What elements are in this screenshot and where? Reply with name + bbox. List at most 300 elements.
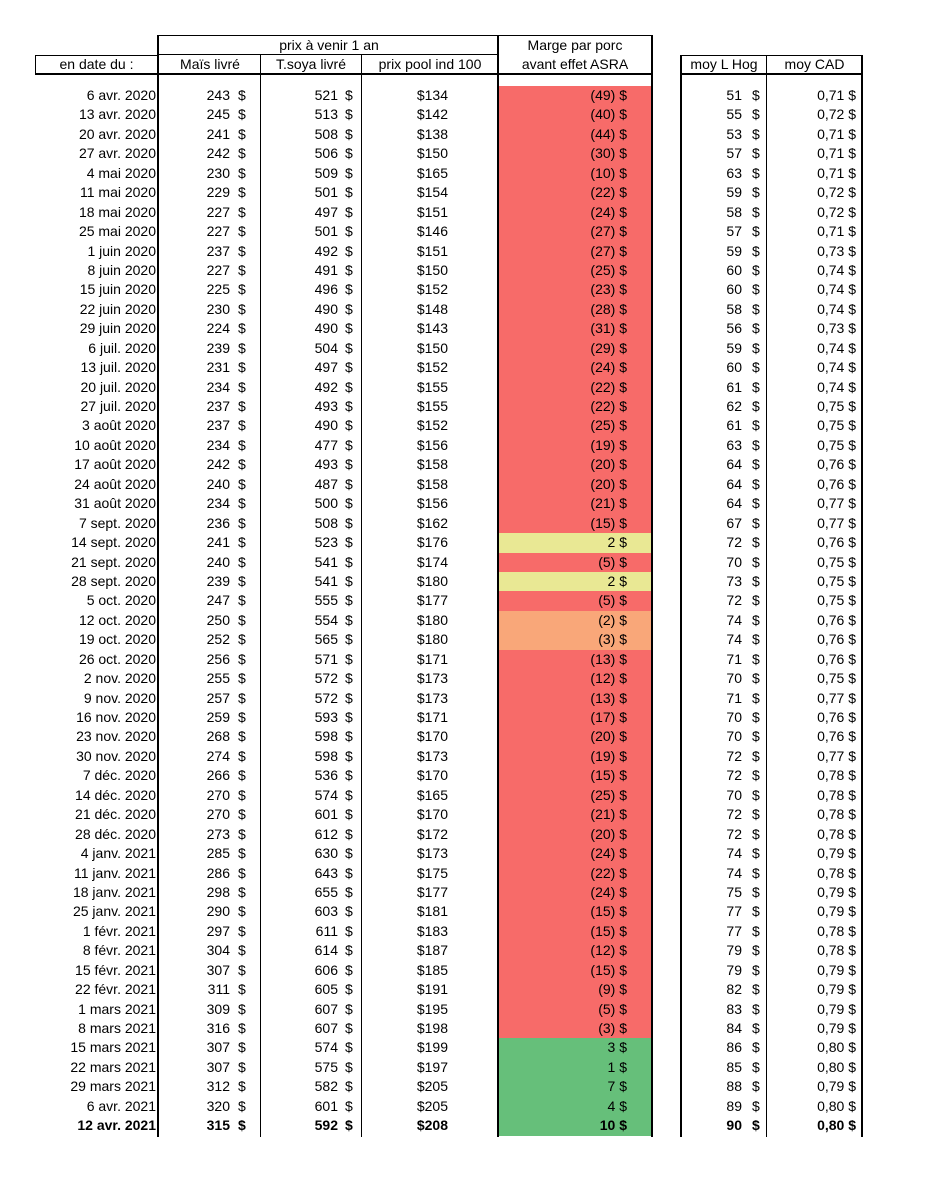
mais-cell: 240	[206, 553, 230, 570]
pool-cell: $173	[416, 670, 448, 687]
date-cell: 10 août 2020	[74, 436, 156, 453]
mais-currency: $	[238, 670, 246, 687]
hog-currency: $	[752, 689, 760, 706]
mais-currency: $	[238, 145, 246, 162]
mais-cell: 307	[206, 1039, 230, 1056]
soya-currency: $	[345, 709, 353, 725]
marge-cell: (22) $	[590, 864, 627, 881]
cad-cell: 0,73 $	[817, 320, 856, 337]
table-row	[0, 864, 928, 883]
hog-cell: 75	[726, 883, 742, 900]
date-cell: 3 août 2020	[82, 417, 156, 434]
header-sep	[35, 55, 36, 74]
pool-cell: $170	[416, 806, 448, 823]
date-cell: 8 juin 2020	[87, 261, 156, 278]
hog-cell: 59	[726, 339, 742, 356]
soya-cell: 572	[314, 670, 338, 687]
cad-cell: 0,75 $	[817, 398, 856, 414]
table-row	[0, 727, 928, 746]
pool-cell: $158	[416, 456, 448, 473]
marge-cell-bg	[499, 864, 651, 883]
marge-cell-bg	[499, 844, 651, 863]
marge-cell: (21) $	[590, 495, 627, 512]
marge-cell: (24) $	[590, 203, 627, 220]
cad-cell: 0,71 $	[817, 87, 856, 103]
mais-cell: 307	[206, 1058, 230, 1075]
soya-currency: $	[345, 378, 353, 395]
marge-cell-bg	[499, 708, 651, 727]
marge-cell-bg	[499, 747, 651, 766]
soya-cell: 492	[314, 378, 338, 395]
mais-cell: 237	[206, 417, 230, 434]
mais-currency: $	[238, 961, 246, 978]
soya-currency: $	[345, 611, 353, 628]
mais-currency: $	[238, 534, 246, 551]
soya-cell: 601	[314, 806, 338, 823]
pool-cell: $150	[416, 145, 448, 162]
cad-cell: 0,78 $	[817, 806, 856, 823]
hog-cell: 72	[726, 534, 742, 551]
mais-cell: 230	[206, 300, 230, 317]
soya-cell: 612	[314, 825, 338, 842]
pool-cell: $134	[416, 87, 448, 103]
table-row	[0, 475, 928, 494]
pool-cell: $172	[416, 825, 448, 842]
mais-currency: $	[238, 261, 246, 278]
soya-currency: $	[345, 883, 353, 900]
table-row	[0, 183, 928, 202]
marge-cell-bg	[499, 669, 651, 688]
soya-cell: 592	[314, 1117, 338, 1134]
soya-cell: 607	[314, 1020, 338, 1036]
soya-currency: $	[345, 495, 353, 512]
hog-currency: $	[752, 1078, 760, 1095]
hog-cell: 60	[726, 261, 742, 278]
table-row	[0, 455, 928, 474]
hog-cell: 79	[726, 961, 742, 978]
mais-cell: 234	[206, 436, 230, 453]
cad-cell: 0,75 $	[817, 436, 856, 453]
soya-cell: 508	[314, 125, 338, 142]
marge-cell: (13) $	[590, 650, 627, 667]
marge-cell-bg	[499, 825, 651, 844]
mais-currency: $	[238, 1000, 246, 1017]
pool-cell: $173	[416, 845, 448, 862]
soya-cell: 496	[314, 281, 338, 298]
marge-cell: (40) $	[590, 106, 627, 123]
cad-cell: 0,77 $	[817, 495, 856, 512]
marge-cell-bg	[499, 572, 651, 591]
soya-cell: 643	[314, 864, 338, 881]
header-top-border	[158, 35, 498, 36]
mais-cell: 297	[206, 922, 230, 939]
marge-cell: (24) $	[590, 845, 627, 862]
table-row	[0, 572, 928, 591]
date-cell: 23 nov. 2020	[76, 728, 156, 745]
pool-cell: $180	[416, 572, 448, 589]
pool-cell: $156	[416, 436, 448, 453]
marge-cell: 3 $	[607, 1039, 627, 1056]
marge-cell: 1 $	[607, 1058, 627, 1075]
soya-cell: 605	[314, 981, 338, 998]
mais-cell: 247	[206, 592, 230, 609]
date-cell: 30 nov. 2020	[76, 747, 156, 764]
mais-currency: $	[238, 106, 246, 123]
marge-cell-bg	[499, 358, 651, 377]
soya-cell: 571	[314, 650, 338, 667]
cad-cell: 0,74 $	[817, 281, 856, 298]
table-row	[0, 494, 928, 513]
date-cell: 9 nov. 2020	[83, 689, 156, 706]
date-cell: 13 juil. 2020	[80, 359, 156, 376]
hog-cell: 60	[726, 281, 742, 298]
date-cell: 1 févr. 2021	[82, 922, 156, 939]
soya-currency: $	[345, 242, 353, 259]
hog-cell: 53	[726, 125, 742, 142]
date-cell: 4 mai 2020	[86, 164, 156, 181]
hog-cell: 77	[726, 903, 742, 920]
soya-cell: 501	[314, 223, 338, 240]
hog-cell: 62	[726, 398, 742, 414]
date-cell: 6 avr. 2021	[86, 1097, 156, 1114]
marge-cell-bg	[499, 1116, 651, 1135]
hog-currency: $	[752, 922, 760, 939]
header-col-mais: Maïs livré	[180, 56, 240, 72]
marge-cell-bg	[499, 786, 651, 805]
pool-cell: $170	[416, 728, 448, 745]
marge-cell-bg	[499, 980, 651, 999]
table-row	[0, 397, 928, 416]
mais-cell: 311	[207, 981, 230, 998]
soya-currency: $	[345, 87, 353, 103]
date-cell: 5 oct. 2020	[86, 592, 156, 609]
marge-cell-bg	[499, 1038, 651, 1057]
mais-currency: $	[238, 378, 246, 395]
date-cell: 17 août 2020	[74, 456, 156, 473]
mais-cell: 245	[206, 106, 230, 123]
table-row	[0, 280, 928, 299]
cad-cell: 0,78 $	[817, 786, 856, 803]
mais-currency: $	[238, 689, 246, 706]
cad-cell: 0,79 $	[817, 961, 856, 978]
mais-currency: $	[238, 806, 246, 823]
pool-cell: $138	[416, 125, 448, 142]
soya-currency: $	[345, 845, 353, 862]
hog-currency: $	[752, 1058, 760, 1075]
marge-cell-bg	[499, 630, 651, 649]
marge-cell: (15) $	[590, 922, 627, 939]
marge-cell: (5) $	[598, 592, 627, 609]
marge-cell-bg	[499, 378, 651, 397]
soya-currency: $	[345, 961, 353, 978]
cad-cell: 0,74 $	[817, 300, 856, 317]
soya-currency: $	[345, 806, 353, 823]
table-row	[0, 650, 928, 669]
marge-cell: (44) $	[590, 125, 627, 142]
soya-cell: 598	[314, 747, 338, 764]
header-col-soya: T.soya livré	[275, 56, 347, 72]
marge-cell: (20) $	[590, 475, 627, 492]
soya-cell: 575	[314, 1058, 338, 1075]
pool-cell: $199	[416, 1039, 448, 1056]
cad-cell: 0,76 $	[817, 611, 856, 628]
mais-cell: 312	[206, 1078, 230, 1095]
soya-cell: 606	[314, 961, 338, 978]
mais-currency: $	[238, 747, 246, 764]
mais-currency: $	[238, 164, 246, 181]
hog-cell: 60	[726, 359, 742, 376]
soya-cell: 554	[314, 611, 338, 628]
mais-cell: 243	[206, 87, 230, 103]
soya-currency: $	[345, 1000, 353, 1017]
soya-cell: 492	[314, 242, 338, 259]
mais-cell: 316	[206, 1020, 230, 1036]
header-col-cad: moy CAD	[784, 56, 845, 72]
soya-cell: 491	[314, 261, 338, 278]
marge-cell: (27) $	[590, 242, 627, 259]
mais-currency: $	[238, 436, 246, 453]
hog-cell: 70	[726, 709, 742, 725]
mais-cell: 234	[206, 495, 230, 512]
mais-cell: 268	[206, 728, 230, 745]
marge-cell-bg	[499, 455, 651, 474]
mais-cell: 229	[206, 184, 230, 201]
table-row	[0, 747, 928, 766]
soya-cell: 504	[314, 339, 338, 356]
cad-cell: 0,80 $	[817, 1039, 856, 1056]
soya-cell: 541	[314, 553, 338, 570]
pool-cell: $146	[416, 223, 448, 240]
mais-currency: $	[238, 572, 246, 589]
soya-cell: 497	[314, 359, 338, 376]
mais-currency: $	[238, 514, 246, 531]
hog-currency: $	[752, 87, 760, 103]
pool-cell: $165	[416, 786, 448, 803]
marge-cell: (25) $	[590, 786, 627, 803]
date-cell: 27 juil. 2020	[80, 398, 156, 414]
cad-cell: 0,72 $	[817, 106, 856, 123]
header-col-hog: moy L Hog	[690, 56, 758, 72]
soya-cell: 611	[315, 922, 338, 939]
mais-cell: 298	[206, 883, 230, 900]
table-row	[0, 533, 928, 552]
marge-cell: (5) $	[598, 1000, 627, 1017]
cad-cell: 0,79 $	[817, 1020, 856, 1036]
pool-cell: $205	[416, 1097, 448, 1114]
hog-cell: 84	[726, 1020, 742, 1036]
hog-cell: 72	[726, 592, 742, 609]
marge-cell: (3) $	[598, 1020, 627, 1036]
pool-cell: $173	[416, 747, 448, 764]
hog-cell: 79	[726, 942, 742, 959]
table-body	[0, 86, 928, 1136]
marge-cell: (19) $	[590, 436, 627, 453]
mais-currency: $	[238, 611, 246, 628]
table-row	[0, 689, 928, 708]
table-row	[0, 844, 928, 863]
hog-currency: $	[752, 747, 760, 764]
mais-currency: $	[238, 786, 246, 803]
cad-cell: 0,76 $	[817, 650, 856, 667]
marge-cell: (20) $	[590, 456, 627, 473]
mais-currency: $	[238, 203, 246, 220]
hog-currency: $	[752, 320, 760, 337]
table-row	[0, 86, 928, 105]
header-mid-border	[158, 54, 498, 55]
hog-currency: $	[752, 261, 760, 278]
soya-currency: $	[345, 922, 353, 939]
mais-cell: 239	[206, 339, 230, 356]
soya-currency: $	[345, 650, 353, 667]
soya-currency: $	[345, 981, 353, 998]
pool-cell: $185	[416, 961, 448, 978]
marge-cell: (10) $	[590, 164, 627, 181]
hog-cell: 74	[726, 611, 742, 628]
mais-cell: 250	[206, 611, 230, 628]
table-row	[0, 805, 928, 824]
hog-cell: 64	[726, 475, 742, 492]
mais-currency: $	[238, 339, 246, 356]
marge-cell-bg	[499, 1019, 651, 1038]
mais-currency: $	[238, 1117, 246, 1134]
mais-cell: 256	[206, 650, 230, 667]
cad-cell: 0,75 $	[817, 670, 856, 687]
cad-cell: 0,76 $	[817, 534, 856, 551]
hog-cell: 73	[726, 572, 742, 589]
mais-currency: $	[238, 709, 246, 725]
date-cell: 25 janv. 2021	[72, 903, 156, 920]
soya-currency: $	[345, 572, 353, 589]
table-row	[0, 222, 928, 241]
mais-currency: $	[238, 1039, 246, 1056]
pool-cell: $176	[416, 534, 448, 551]
pool-cell: $177	[416, 592, 448, 609]
soya-currency: $	[345, 942, 353, 959]
marge-cell-bg	[499, 164, 651, 183]
marge-cell-bg	[499, 416, 651, 435]
table-row	[0, 1000, 928, 1019]
table-row	[0, 902, 928, 921]
soya-cell: 506	[314, 145, 338, 162]
date-cell: 2 nov. 2020	[83, 670, 156, 687]
mais-currency: $	[238, 592, 246, 609]
hog-cell: 83	[726, 1000, 742, 1017]
table-row	[0, 339, 928, 358]
pool-cell: $156	[416, 495, 448, 512]
mais-currency: $	[238, 1058, 246, 1075]
soya-currency: $	[345, 1097, 353, 1114]
mais-currency: $	[238, 320, 246, 337]
hog-currency: $	[752, 475, 760, 492]
table-row	[0, 1058, 928, 1077]
marge-cell: (5) $	[598, 553, 627, 570]
pool-cell: $151	[416, 242, 448, 259]
cad-cell: 0,80 $	[817, 1097, 856, 1114]
pool-cell: $171	[416, 709, 448, 725]
mais-cell: 304	[206, 942, 230, 959]
mais-cell: 239	[206, 572, 230, 589]
date-cell: 15 mars 2021	[70, 1039, 156, 1056]
hog-currency: $	[752, 903, 760, 920]
marge-cell: (20) $	[590, 825, 627, 842]
cad-cell: 0,80 $	[817, 1117, 856, 1134]
mais-cell: 285	[206, 845, 230, 862]
marge-cell-bg	[499, 902, 651, 921]
marge-cell-bg	[499, 86, 651, 105]
marge-cell-bg	[499, 922, 651, 941]
cad-cell: 0,77 $	[817, 747, 856, 764]
hog-cell: 82	[726, 981, 742, 998]
cad-cell: 0,79 $	[817, 1078, 856, 1095]
mais-cell: 236	[206, 514, 230, 531]
cad-cell: 0,76 $	[817, 475, 856, 492]
marge-cell-bg	[499, 125, 651, 144]
mais-currency: $	[238, 981, 246, 998]
hog-cell: 90	[726, 1117, 742, 1134]
marge-cell-bg	[499, 183, 651, 202]
table-row	[0, 300, 928, 319]
cad-cell: 0,80 $	[817, 1058, 856, 1075]
date-cell: 19 oct. 2020	[78, 631, 156, 648]
pool-cell: $187	[416, 942, 448, 959]
hog-currency: $	[752, 845, 760, 862]
mais-cell: 320	[206, 1097, 230, 1114]
mais-cell: 230	[206, 164, 230, 181]
pool-cell: $181	[416, 903, 448, 920]
hog-currency: $	[752, 650, 760, 667]
table-row	[0, 1038, 928, 1057]
date-cell: 12 oct. 2020	[78, 611, 156, 628]
table-row	[0, 1097, 928, 1116]
hog-cell: 74	[726, 845, 742, 862]
hog-currency: $	[752, 883, 760, 900]
hog-currency: $	[752, 534, 760, 551]
hog-cell: 56	[726, 320, 742, 337]
soya-currency: $	[345, 767, 353, 784]
hog-currency: $	[752, 709, 760, 725]
pool-cell: $162	[416, 514, 448, 531]
mais-cell: 242	[206, 456, 230, 473]
date-cell: 22 févr. 2021	[75, 981, 156, 998]
header-col-date: en date du :	[59, 56, 134, 72]
marge-cell-bg	[499, 222, 651, 241]
marge-cell-bg	[499, 144, 651, 163]
pool-cell: $148	[416, 300, 448, 317]
soya-currency: $	[345, 339, 353, 356]
soya-currency: $	[345, 223, 353, 240]
soya-currency: $	[345, 670, 353, 687]
marge-cell: (21) $	[590, 806, 627, 823]
hog-cell: 77	[726, 922, 742, 939]
hog-currency: $	[752, 378, 760, 395]
table-row	[0, 591, 928, 610]
table-row	[0, 825, 928, 844]
hog-cell: 61	[726, 378, 742, 395]
mais-cell: 257	[206, 689, 230, 706]
mais-currency: $	[238, 281, 246, 298]
soya-currency: $	[345, 786, 353, 803]
soya-currency: $	[345, 398, 353, 414]
hog-currency: $	[752, 1000, 760, 1017]
table-row	[0, 922, 928, 941]
mais-currency: $	[238, 942, 246, 959]
marge-cell-bg	[499, 300, 651, 319]
mais-currency: $	[238, 223, 246, 240]
cad-cell: 0,71 $	[817, 223, 856, 240]
mais-currency: $	[238, 631, 246, 648]
marge-cell-bg	[499, 319, 651, 338]
table-row	[0, 378, 928, 397]
